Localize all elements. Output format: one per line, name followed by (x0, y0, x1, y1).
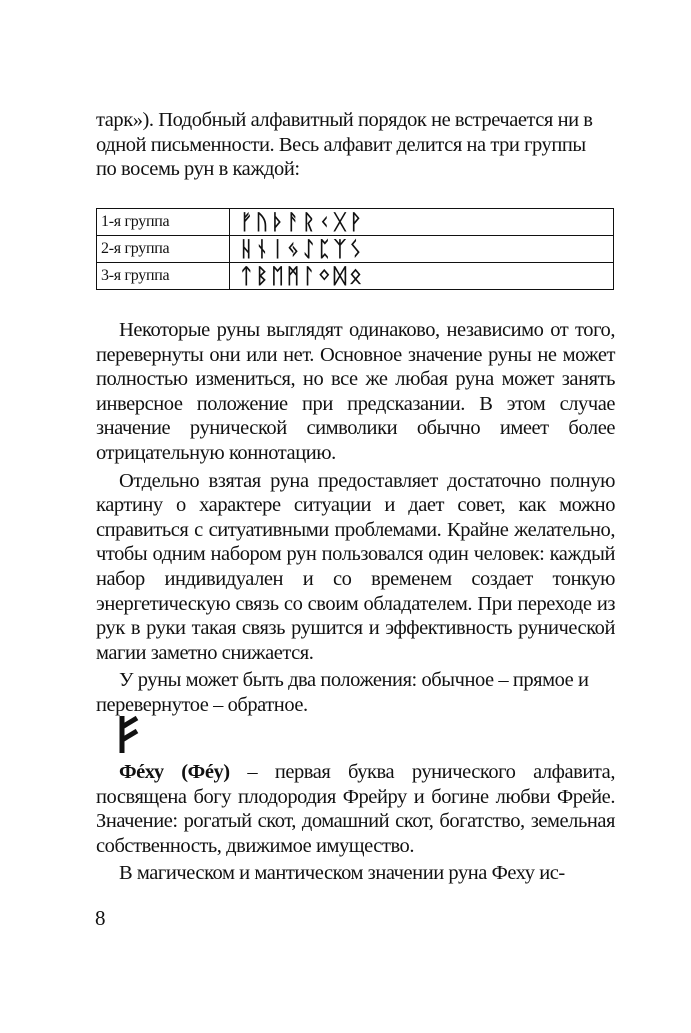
body-text (96, 318, 615, 718)
fehu-section (96, 760, 615, 886)
fehu-description: – первая буква рунического алфавита, посвящена богу плодородия Фрейру и богине любви Фрейе. Значение: рогатый скот, домашний скот, богатство, земельная собственность, движимое имущество. (96, 761, 615, 857)
table-row (97, 209, 614, 236)
table-row (97, 236, 614, 263)
fehu-term: Фéху (Фéу) (119, 761, 230, 783)
rune-groups-table (96, 208, 614, 290)
intro-line-1: тарк»). Подобный алфавитный порядок не встречается ни в (96, 109, 593, 131)
intro-line-2: одной письменности. Весь алфавит делится на три группы (96, 133, 586, 156)
group-label: 3-я группа (97, 263, 230, 290)
table-row (97, 263, 614, 290)
intro-paragraph (96, 108, 615, 182)
paragraph: У руны может быть два положения: обычное – прямое и перевернутое – обратное. (96, 669, 589, 716)
page-number: 8 (95, 906, 106, 930)
fehu-rune-icon (118, 714, 140, 754)
paragraph: Некоторые руны выглядят одинаково, независимо от того, перевернуты они или нет. Основное значение руны не может полностью измениться, но все же любая руна может занять инверсное положение при предсказании. В этом случае значение рунической символики обычно имеет более отрицательную коннотацию. (96, 319, 615, 464)
paragraph: Отдельно взятая руна предоставляет достаточно полную картину о характере ситуации и дает совет, как можно справиться с ситуативными проблемами. Крайне желательно, чтобы одним набором рун пользовался один человек: каждый набор индивидуален и со временем создает тонкую энергетическую связь со своим обладателем. При переходе из рук в руки такая связь рушится и эффективность рунической магии заметно снижается. (96, 469, 615, 664)
group-runes: ᚺᚾᛁᛃᛇᛈᛉᛊ (230, 236, 614, 263)
fehu-paragraph (96, 760, 615, 858)
group-label: 2-я группа (97, 236, 230, 263)
paragraph: В магическом и мантическом значении руна Феху ис- (119, 862, 565, 885)
intro-line-3: по восемь рун в каждой: (96, 158, 300, 181)
group-label: 1-я группа (97, 209, 230, 236)
group-runes: ᛏᛒᛖᛗᛚᛜᛞᛟ (230, 263, 614, 290)
group-runes: ᚠᚢᚦᚨᚱᚲᚷᚹ (230, 209, 614, 236)
